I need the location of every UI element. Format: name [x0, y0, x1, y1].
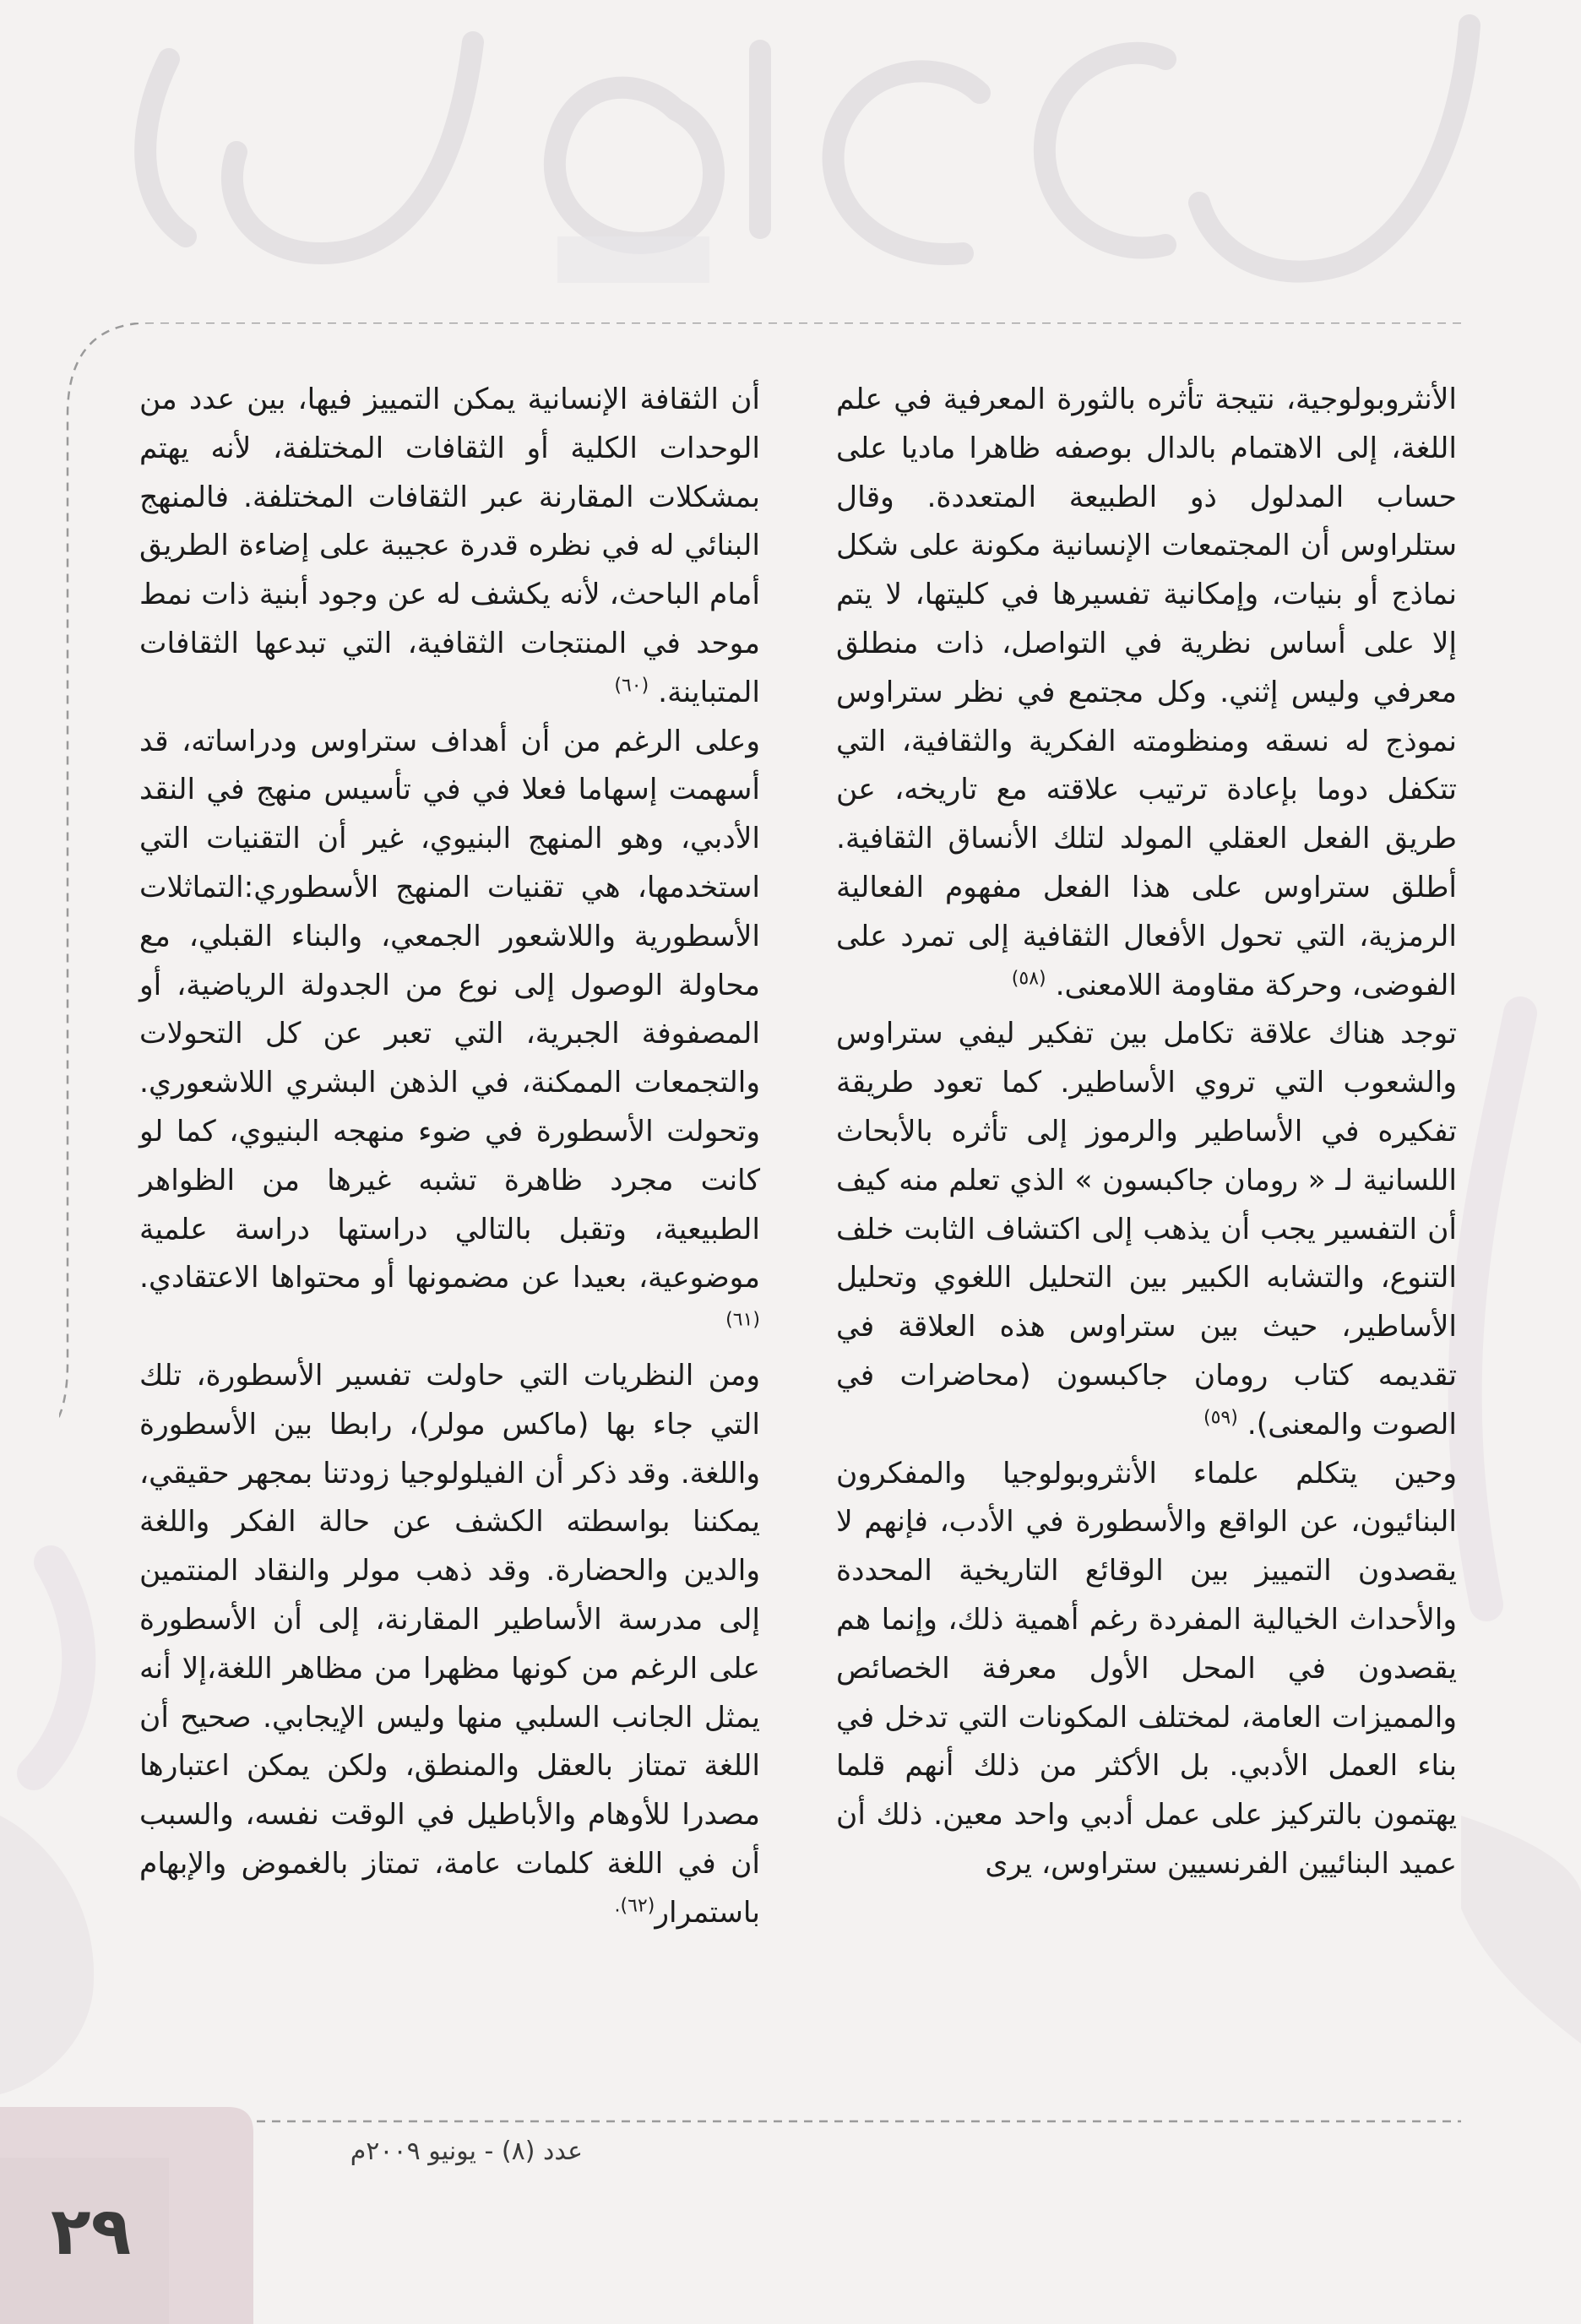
paragraph: وحين يتكلم علماء الأنثروبولوجيا والمفكرون البنائيون، عن الواقع والأسطورة في الأدب، فإنهم لا يقصدون التمييز بين الوقائع التاريخية المحددة والأحداث الخيالية المفردة رغم أهمية ذلك، وإنما هم يقصدون في المحل الأول معرفة الخصائص والمميزات العامة، لمختلف المكونات التي تدخل في بناء العمل الأدبي. بل الأكثر من ذلك أنهم قلما يهتمون بالتركيز على عمل أدبي واحد معين. ذلك أن عميد البنائيين الفرنسيين ستراوس، يرى	[836, 1456, 1457, 1881]
paragraph: توجد هناك علاقة تكامل بين تفكير ليفي ستراوس والشعوب التي تروي الأساطير. كما تعود طريقة تفكيره في الأساطير والرموز إلى تأثره بالأبحاث اللسانية لـ « رومان جاكبسون » الذي تعلم منه كيف أن التفسير يجب أن يذهب إلى اكتشاف الثابت خلف التنوع، والتشابه الكبير بين التحليل اللغوي وتحليل الأساطير، حيث بين ستراوس هذه العلاقة في تقديمه كتاب رومان جاكبسون (محاضرات في الصوت والمعنى). $^{(٥٩)}$	[836, 1017, 1457, 1442]
header-watermark	[34, 8, 1537, 329]
issue-footer: عدد (٨) - يونيو ٢٠٠٩م	[350, 2137, 583, 2166]
paragraph: الأنثروبولوجية، نتيجة تأثره بالثورة المعرفية في علم اللغة، إلى الاهتمام بالدال بوصفه ظاهرا ماديا على حساب المدلول ذو الطبيعة المتعددة. وقال ستلراوس أن المجتمعات الإنسانية مكونة على شكل نماذج أو بنيات، وإمكانية تفسيرها في كليتها، لا يتم إلا على أساس نظرية في التواصل، ذات منطلق معرفي وليس إثني. وكل مجتمع في نظر ستراوس نموذج له نسقه ومنظومته الفكرية والثقافية، التي تتكفل دوما بإعادة ترتيب علاقته مع تاريخه، عن طريق الفعل العقلي المولد لتلك الأنساق الثقافية. أطلق ستراوس على هذا الفعل مفهوم الفعالية الرمزية، التي تحول الأفعال الثقافية إلى تمرد على الفوضى، وحركة مقاومة اللامعنى. $^{(٥٨)}$	[836, 383, 1457, 1002]
footnote-ref: (٦٠)	[614, 675, 649, 697]
paragraph: أن الثقافة الإنسانية يمكن التمييز فيها، بين عدد من الوحدات الكلية أو الثقافات المختلفة، لأنه يهتم بمشكلات المقارنة عبر الثقافات المختلفة. فالمنهج البنائي له في نظره قدرة عجيبة على إضاءة الطريق أمام الباحث، لأنه يكشف له عن وجود أبنية ذات نمط موحد في المنتجات الثقافية، التي تبدعها الثقافات المتباينة. $^{(٦٠)}$	[139, 383, 760, 709]
paragraph: ومن النظريات التي حاولت تفسير الأسطورة، تلك التي جاء بها (ماكس مولر)، رابطا بين الأسطورة واللغة. وقد ذكر أن الفيلولوجيا زودتنا بمجهر حقيقي، يمكننا بواسطته الكشف عن حالة الفكر واللغة والدين والحضارة. وقد ذهب مولر والنقاد المنتمين إلى مدرسة الأساطير المقارنة، إلى أن الأسطورة على الرغم من كونها مظهرا من مظاهر اللغة،إلا أنه يمثل الجانب السلبي منها وليس الإيجابي. صحيح أن اللغة تمتاز بالعقل والمنطق، ولكن يمكن اعتبارها مصدرا للأوهام والأباطيل في الوقت نفسه، والسبب أن في اللغة كلمات عامة، تمتاز بالغموض والإبهام باستمرار$^{(٦٢).}$	[139, 1358, 760, 1930]
footnote-ref: (٥٩)	[1203, 1407, 1238, 1429]
footnote-ref: (٦٢).	[614, 1895, 655, 1917]
text-column-right	[836, 376, 1457, 1889]
footnote-ref: (٥٨)	[1011, 968, 1046, 990]
paragraph: وعلى الرغم من أن أهداف ستراوس ودراساته، قد أسهمت إسهاما فعلا في في تأسيس منهج في النقد الأدبي، وهو المنهج البنيوي، غير أن التقنيات التي استخدمها، هي تقنيات المنهج الأسطوري:التماثلات الأسطورية واللاشعور الجمعي، والبناء القبلي، مع محاولة الوصول إلى نوع من الجدولة الرياضية، أو المصفوفة الجبرية، التي تعبر عن كل التحولات والتجمعات الممكنة، في الذهن البشري اللاشعوري. وتحولت الأسطورة في ضوء منهجه البنيوي، كما لو كانت مجرد ظاهرة تشبه غيرها من الظواهر الطبيعية، وتقبل بالتالي دراستها دراسة علمية موضوعية، بعيدا عن مضمونها أو محتواها الاعتقادي. $^{(٦١)}$	[139, 724, 760, 1331]
page-number: ٢٩	[51, 2194, 132, 2270]
text-column-left	[139, 376, 760, 1938]
footnote-ref: (٦١)	[725, 1309, 760, 1331]
